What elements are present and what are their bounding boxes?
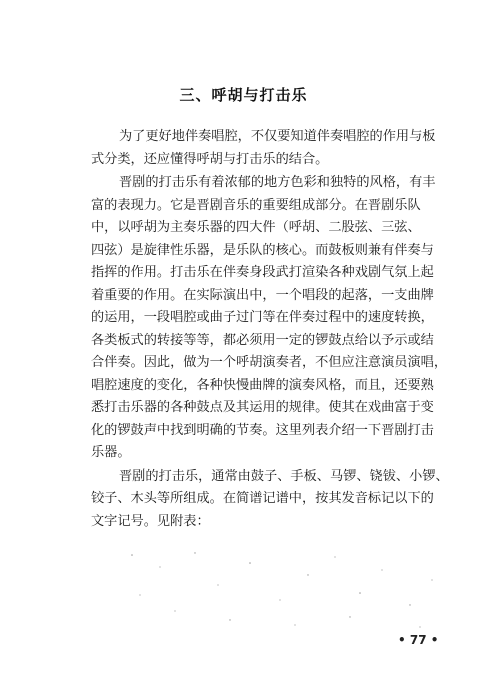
- text-line: 富的表现力。它是晋剧音乐的重要组成部分。在晋剧乐队: [91, 197, 421, 213]
- text-line: 化的锣鼓声中找到明确的节奏。这里列表介绍一下晋剧打击: [91, 422, 434, 438]
- text-line: 式分类，还应懂得呼胡与打击乐的结合。: [91, 151, 329, 167]
- page-number: • 77 •: [398, 633, 439, 647]
- text-line: 的运用，一段唱腔或曲子过门等在伴奏过程中的速度转换，: [91, 310, 434, 325]
- text-line: 晋剧的打击乐有着浓郁的地方色彩和独特的风格，有丰: [119, 175, 436, 190]
- text-line: 四弦）是旋律性乐器，是乐队的核心。而鼓板则兼有伴奏与: [91, 242, 434, 258]
- text-line: 各类板式的转接等等，都必须用一定的锣鼓点给以予示或结: [91, 332, 434, 348]
- text-line: 悉打击乐器的各种鼓点及其运用的规律。使其在戏曲富于变: [91, 400, 434, 415]
- scan-noise: [120, 545, 450, 635]
- text-line: 合伴奏。因此，做为一个呼胡演奏者，不但应注意演员演唱，: [91, 355, 448, 370]
- text-line: 铰子、木头等所组成。在简谱记谱中，按其发音标记以下的: [91, 491, 434, 506]
- body-text: [91, 126, 451, 534]
- text-line: 文字记号。见附表：: [91, 513, 210, 529]
- text-line: 中，以呼胡为主奏乐器的四大件（呼胡、二股弦、三弦、: [91, 220, 421, 235]
- text-line: 指挥的作用。打击乐在伴奏身段武打渲染各种戏剧气氛上起: [91, 265, 434, 280]
- paragraph-1: [91, 126, 451, 171]
- text-line: 乐器。: [91, 445, 131, 460]
- text-line: 晋剧的打击乐，通常由鼓子、手板、马锣、铙钹、小锣、: [119, 468, 449, 484]
- paragraph-3: [91, 466, 451, 534]
- text-line: 为了更好地伴奏唱腔，不仅要知道伴奏唱腔的作用与板: [119, 129, 436, 144]
- paragraph-2: [91, 172, 451, 465]
- text-line: 唱腔速度的变化，各种快慢曲牌的演奏风格，而且，还要熟: [91, 377, 434, 393]
- text-line: 着重要的作用。在实际演出中，一个唱段的起落，一支曲牌: [91, 287, 434, 303]
- section-title: 三、呼胡与打击乐: [179, 86, 308, 104]
